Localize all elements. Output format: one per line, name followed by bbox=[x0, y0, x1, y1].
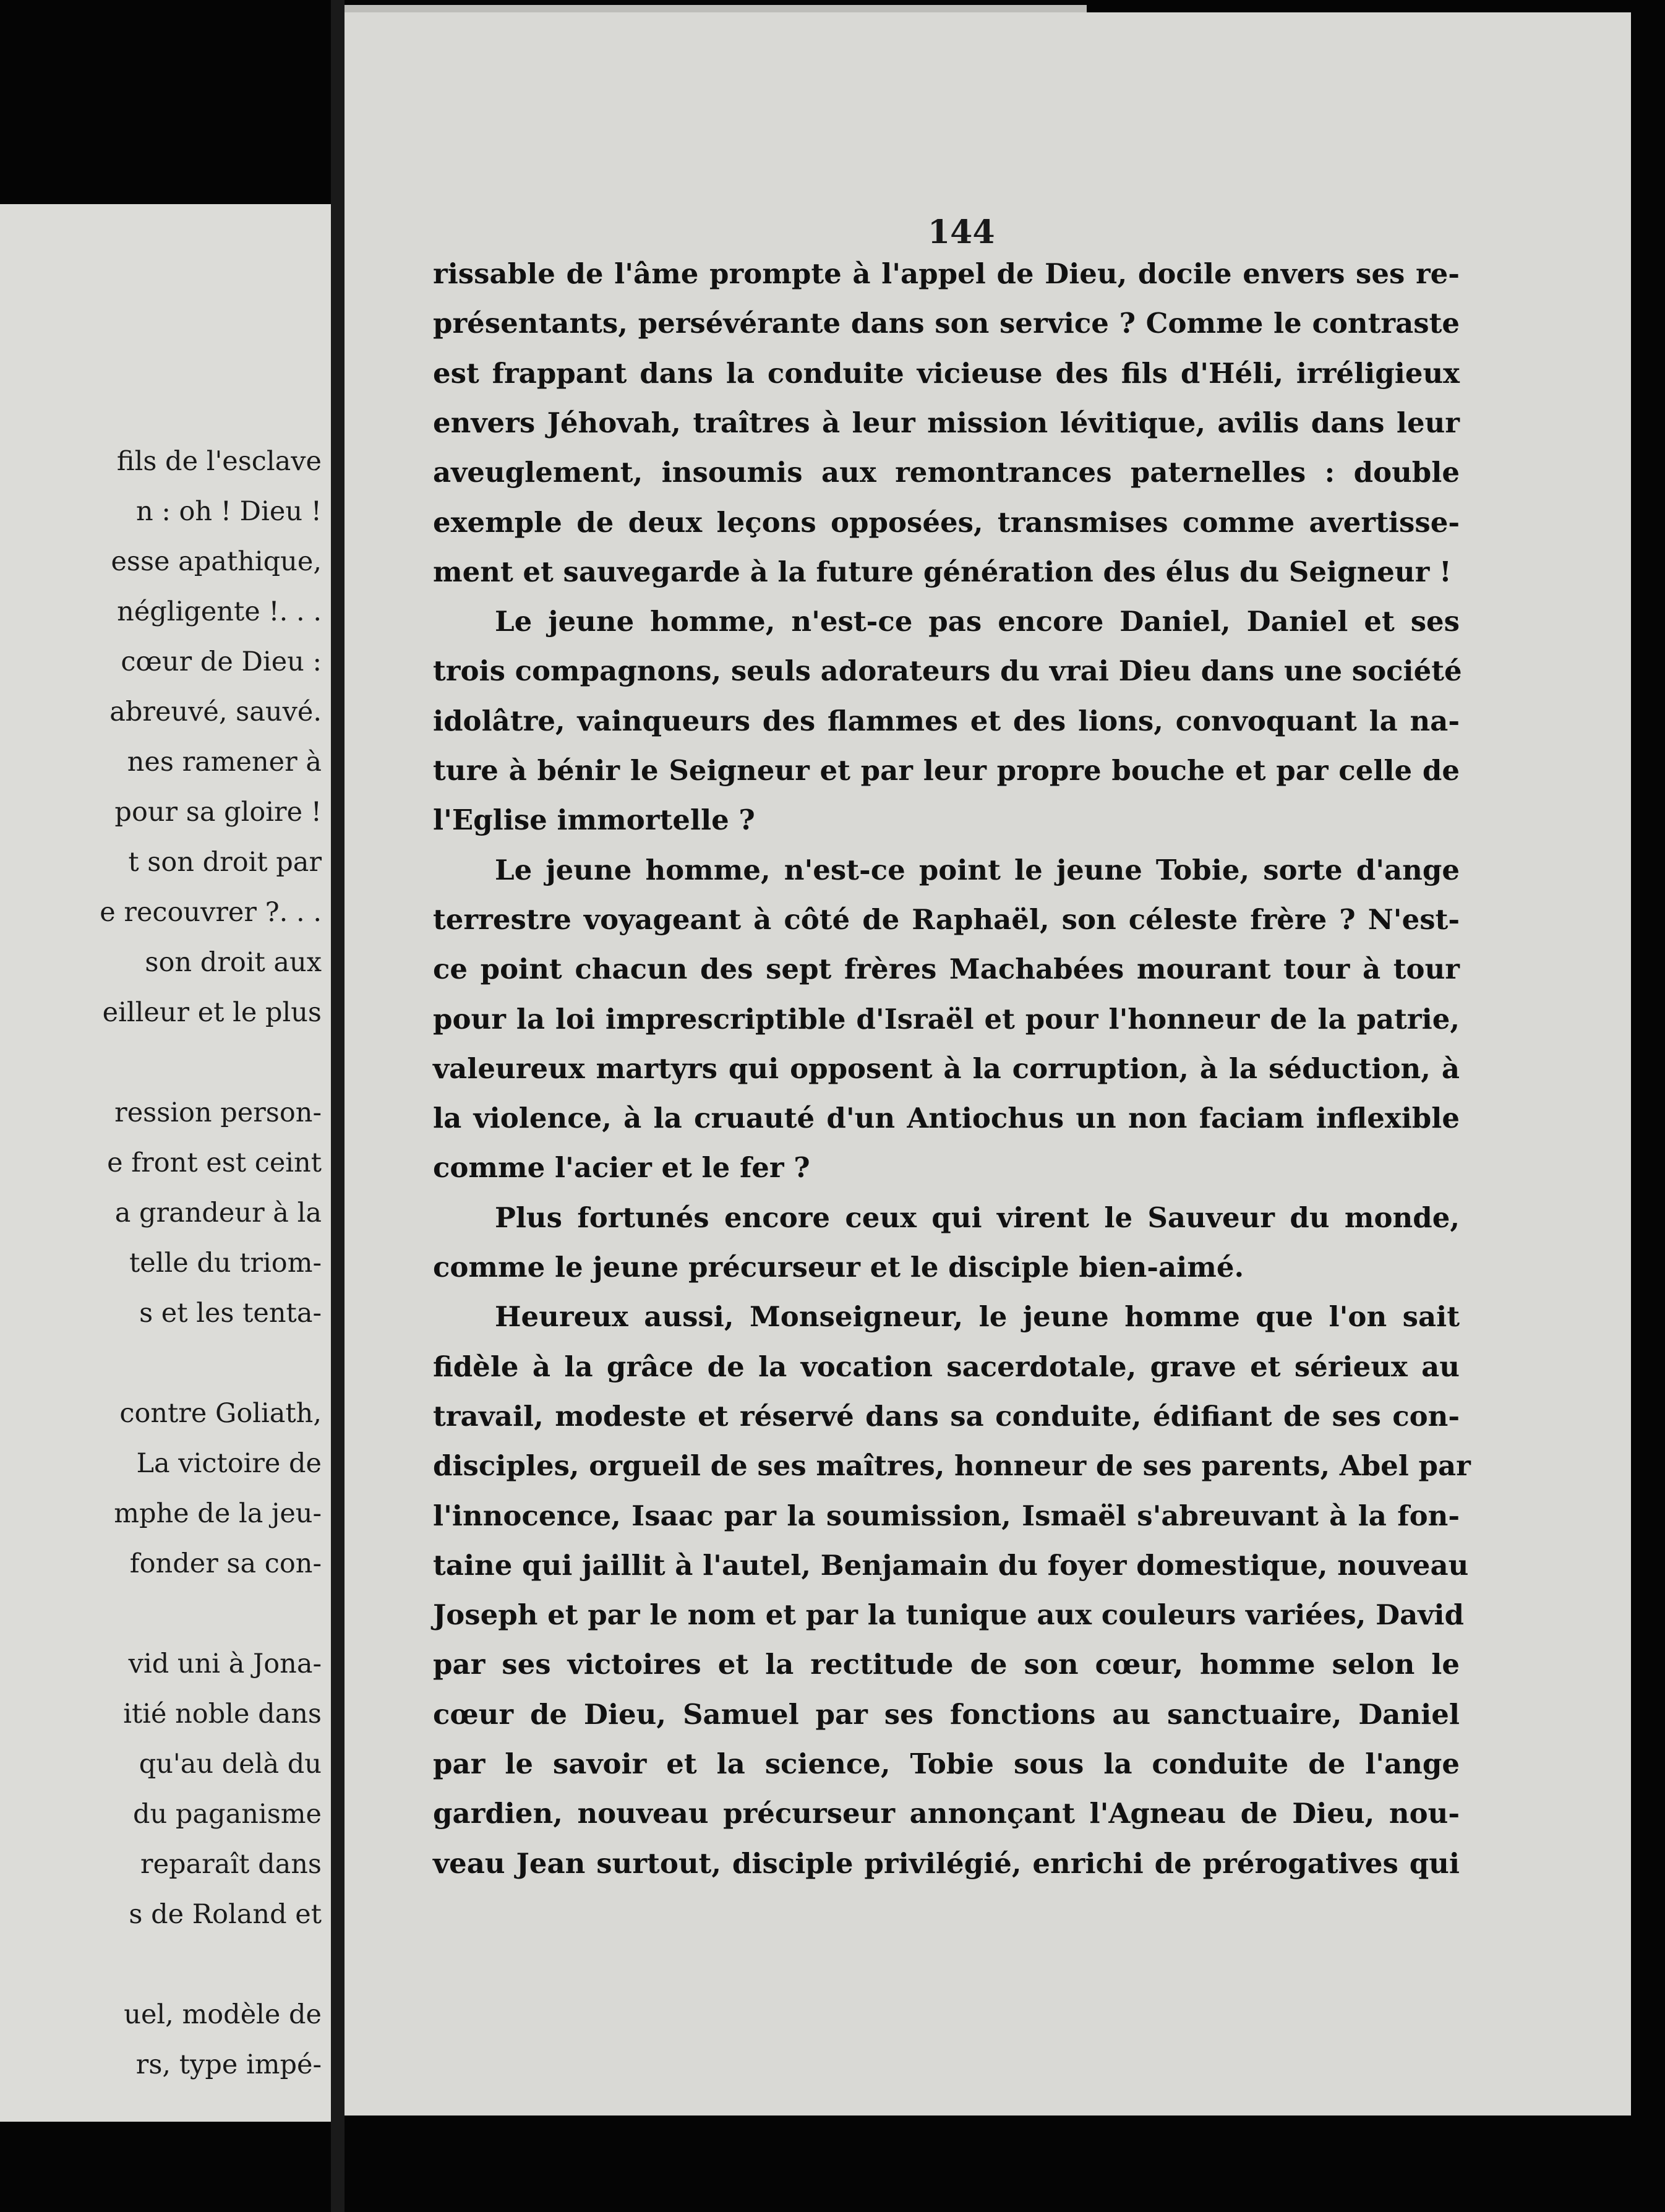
left-page-line: reparaît dans bbox=[140, 1849, 322, 1880]
text-line: par le savoir et la science, Tobie sous la conduite de l'ange bbox=[433, 1747, 1460, 1780]
text-line: la violence, à la cruauté d'un Antiochus un non faciam inflexible bbox=[433, 1102, 1460, 1134]
text-line: Joseph et par le nom et par la tunique aux couleurs variées, David bbox=[433, 1598, 1464, 1631]
text-line: ment et sauvegarde à la future génération des élus du Seigneur ! bbox=[433, 555, 1452, 588]
text-line: idolâtre, vainqueurs des flammes et des lions, convoquant la na- bbox=[433, 705, 1460, 737]
text-line: l'innocence, Isaac par la soumission, Ismaël s'abreuvant à la fon- bbox=[433, 1499, 1460, 1532]
left-page-line: fonder sa con- bbox=[129, 1548, 322, 1579]
left-page-line: s de Roland et bbox=[129, 1899, 322, 1930]
left-page-line: du paganisme bbox=[133, 1799, 322, 1830]
text-line: présentants, persévérante dans son service ? Comme le contraste bbox=[433, 307, 1460, 340]
left-page-line: contre Goliath, bbox=[119, 1398, 322, 1429]
text-line: rissable de l'âme prompte à l'appel de Dieu, docile envers ses re- bbox=[433, 257, 1460, 290]
left-page-line: uel, modèle de bbox=[124, 1999, 322, 2030]
left-page-line: abreuvé, sauvé. bbox=[109, 697, 322, 727]
left-page-line: itié noble dans bbox=[123, 1699, 322, 1730]
text-line: envers Jéhovah, traîtres à leur mission lévitique, avilis dans leur bbox=[433, 406, 1460, 439]
text-line: disciples, orgueil de ses maîtres, honneur de ses parents, Abel par bbox=[433, 1449, 1471, 1482]
left-page-line: a grandeur à la bbox=[114, 1198, 322, 1228]
text-line: trois compagnons, seuls adorateurs du vrai Dieu dans une société bbox=[433, 654, 1462, 687]
left-page-line: n : oh ! Dieu ! bbox=[135, 496, 322, 527]
left-page-line: son droit aux bbox=[145, 947, 322, 978]
left-page-line: pour sa gloire ! bbox=[114, 797, 322, 828]
left-page-line: s et les tenta- bbox=[139, 1298, 322, 1329]
left-page-line: telle du triom- bbox=[129, 1248, 322, 1279]
text-line: exemple de deux leçons opposées, transmises comme avertisse- bbox=[433, 506, 1460, 539]
text-line: pour la loi imprescriptible d'Israël et pour l'honneur de la patrie, bbox=[433, 1003, 1460, 1035]
left-page-line: vid uni à Jona- bbox=[128, 1648, 322, 1679]
left-page-line: cœur de Dieu : bbox=[121, 646, 322, 677]
text-line: comme l'acier et le fer ? bbox=[433, 1151, 810, 1184]
left-page bbox=[0, 204, 331, 2122]
text-line: aveuglement, insoumis aux remontrances paternelles : double bbox=[433, 456, 1460, 489]
text-line: comme le jeune précurseur et le disciple bien-aimé. bbox=[433, 1251, 1244, 1284]
left-page-line: ression person- bbox=[114, 1097, 322, 1128]
left-page-line: eilleur et le plus bbox=[102, 997, 322, 1028]
text-line: est frappant dans la conduite vicieuse des fils d'Héli, irréligieux bbox=[433, 357, 1460, 390]
text-line: Heureux aussi, Monseigneur, le jeune homme que l'on sait bbox=[495, 1300, 1460, 1333]
left-page-line: qu'au delà du bbox=[139, 1749, 322, 1780]
left-page-line: e front est ceint bbox=[107, 1147, 322, 1178]
left-page-line: négligente !. . . bbox=[117, 596, 322, 627]
left-page-line: e recouvrer ?. . . bbox=[100, 897, 322, 928]
text-line: travail, modeste et réservé dans sa conduite, édifiant de ses con- bbox=[433, 1400, 1460, 1433]
text-line: par ses victoires et la rectitude de son cœur, homme selon le bbox=[433, 1648, 1460, 1681]
text-line: gardien, nouveau précurseur annonçant l'Agneau de Dieu, nou- bbox=[433, 1797, 1460, 1830]
text-line: fidèle à la grâce de la vocation sacerdotale, grave et sérieux au bbox=[433, 1350, 1460, 1383]
book-gutter bbox=[331, 0, 345, 2212]
text-line: l'Eglise immortelle ? bbox=[433, 804, 755, 836]
text-line: cœur de Dieu, Samuel par ses fonctions au sanctuaire, Daniel bbox=[433, 1698, 1460, 1731]
left-page-line: nes ramener à bbox=[127, 747, 322, 778]
text-line: terrestre voyageant à côté de Raphaël, son céleste frère ? N'est- bbox=[433, 903, 1460, 936]
left-page-line: fils de l'esclave bbox=[116, 446, 322, 477]
text-line: taine qui jaillit à l'autel, Benjamain du foyer domestique, nouveau bbox=[433, 1549, 1469, 1582]
text-line: veau Jean surtout, disciple privilégié, enrichi de prérogatives qui bbox=[433, 1847, 1460, 1880]
page-number: 144 bbox=[928, 213, 995, 251]
text-line: ture à bénir le Seigneur et par leur propre bouche et par celle de bbox=[433, 754, 1460, 787]
text-line: valeureux martyrs qui opposent à la corruption, à la séduction, à bbox=[433, 1052, 1460, 1085]
text-line: Le jeune homme, n'est-ce pas encore Daniel, Daniel et ses bbox=[495, 605, 1460, 638]
left-page-line: mphe de la jeu- bbox=[114, 1498, 322, 1529]
text-line: Plus fortunés encore ceux qui virent le Sauveur du monde, bbox=[495, 1201, 1460, 1234]
left-page-line: La victoire de bbox=[136, 1448, 322, 1479]
left-page-line: esse apathique, bbox=[111, 546, 322, 577]
text-line: ce point chacun des sept frères Machabées mourant tour à tour bbox=[433, 953, 1460, 985]
left-page-line: rs, type impé- bbox=[135, 2049, 322, 2080]
text-line: Le jeune homme, n'est-ce point le jeune Tobie, sorte d'ange bbox=[495, 854, 1460, 886]
left-page-line: t son droit par bbox=[128, 847, 322, 878]
